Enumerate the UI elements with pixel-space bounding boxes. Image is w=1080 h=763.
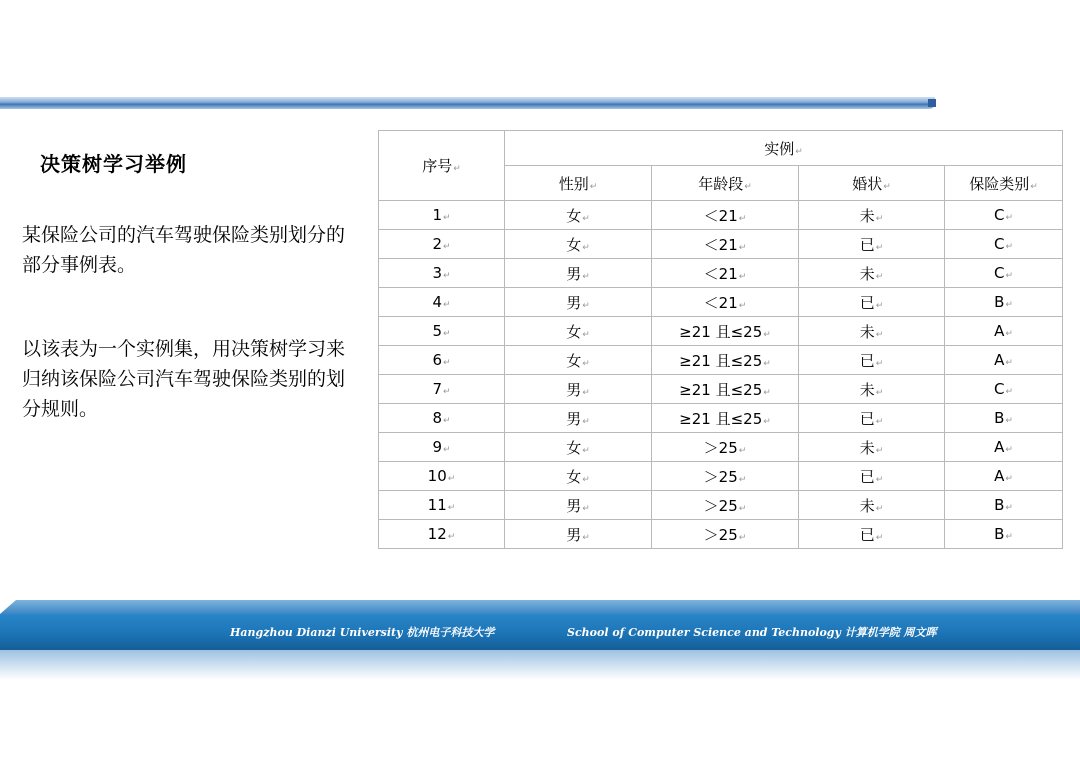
table-cell: 男 ↵ (505, 404, 652, 433)
table-cell: 已 ↵ (799, 462, 945, 491)
table-row (379, 404, 1063, 433)
footer-reflection (0, 650, 1080, 680)
table-cell: 未 ↵ (799, 259, 945, 288)
table-row (379, 520, 1063, 549)
table-cell: 9 ↵ (379, 433, 505, 462)
table-cell: 未 ↵ (799, 317, 945, 346)
table-cell: 未 ↵ (799, 375, 945, 404)
table-cell: ≥21 且≤25 ↵ (652, 404, 799, 433)
header-bar-cap (928, 99, 936, 107)
table-cell: 女 ↵ (505, 433, 652, 462)
table-cell: C ↵ (945, 375, 1063, 404)
table-cell: ≥21 且≤25 ↵ (652, 346, 799, 375)
table-cell: 女 ↵ (505, 230, 652, 259)
table-cell: B ↵ (945, 404, 1063, 433)
table-cell: A ↵ (945, 346, 1063, 375)
table-cell: 3 ↵ (379, 259, 505, 288)
table-row (379, 491, 1063, 520)
table-cell: B ↵ (945, 288, 1063, 317)
table-cell: C ↵ (945, 201, 1063, 230)
table-cell: 已 ↵ (799, 230, 945, 259)
table-cell: 未 ↵ (799, 201, 945, 230)
table-cell: C ↵ (945, 259, 1063, 288)
table-cell: 男 ↵ (505, 491, 652, 520)
table-cell: 女 ↵ (505, 201, 652, 230)
table-cell: ≥21 且≤25 ↵ (652, 317, 799, 346)
table-cell: B ↵ (945, 491, 1063, 520)
table-row (379, 259, 1063, 288)
table-cell: ＞25 ↵ (652, 520, 799, 549)
table-cell: 6 ↵ (379, 346, 505, 375)
table-row (379, 201, 1063, 230)
column-header: 性别 ↵ (505, 166, 652, 201)
table-row (379, 288, 1063, 317)
column-header: 保险类别 ↵ (945, 166, 1063, 201)
table-cell: ＞25 ↵ (652, 491, 799, 520)
table-row (379, 433, 1063, 462)
table-row (379, 317, 1063, 346)
table-cell: 4 ↵ (379, 288, 505, 317)
table-cell: 未 ↵ (799, 433, 945, 462)
task-paragraph: 以该表为一个实例集，用决策树学习来归纳该保险公司汽车驾驶保险类别的划分规则。 (22, 338, 346, 420)
table-cell: 女 ↵ (505, 317, 652, 346)
table-cell: C ↵ (945, 230, 1063, 259)
example-table-container (378, 130, 1063, 549)
column-header: 年龄段 ↵ (652, 166, 799, 201)
table-cell: 已 ↵ (799, 288, 945, 317)
table-cell: ＞25 ↵ (652, 433, 799, 462)
table-row (379, 375, 1063, 404)
footer-school: School of Computer Science and Technology 计算机学院 周文晖 (567, 626, 937, 639)
table-cell: ＞25 ↵ (652, 462, 799, 491)
footer-band (0, 600, 1080, 680)
table-row (379, 346, 1063, 375)
group-header: 实例 ↵ (505, 131, 1063, 166)
table-cell: 11 ↵ (379, 491, 505, 520)
table-cell: 女 ↵ (505, 462, 652, 491)
table-cell: 5 ↵ (379, 317, 505, 346)
table-cell: 已 ↵ (799, 404, 945, 433)
table-cell: 2 ↵ (379, 230, 505, 259)
table-cell: 男 ↵ (505, 288, 652, 317)
index-header: 序号 ↵ (379, 131, 505, 201)
table-row (379, 462, 1063, 491)
table-cell: B ↵ (945, 520, 1063, 549)
insurance-example-table (378, 130, 1063, 549)
table-cell: 未 ↵ (799, 491, 945, 520)
table-cell: 10 ↵ (379, 462, 505, 491)
table-cell: 1 ↵ (379, 201, 505, 230)
table-cell: 男 ↵ (505, 259, 652, 288)
table-cell: A ↵ (945, 462, 1063, 491)
footer-bevel (0, 600, 1080, 614)
slide-title: 决策树学习举例 (40, 152, 187, 176)
intro-paragraph: 某保险公司的汽车驾驶保险类别划分的部分事例表。 (22, 224, 346, 276)
header-decoration-bar (0, 97, 935, 109)
table-cell: 已 ↵ (799, 346, 945, 375)
footer-university: Hangzhou Dianzi University 杭州电子科技大学 (230, 626, 495, 639)
table-cell: 男 ↵ (505, 520, 652, 549)
table-cell: 12 ↵ (379, 520, 505, 549)
column-header: 婚状 ↵ (799, 166, 945, 201)
table-row (379, 230, 1063, 259)
table-cell: A ↵ (945, 433, 1063, 462)
table-cell: 7 ↵ (379, 375, 505, 404)
table-cell: A ↵ (945, 317, 1063, 346)
table-cell: ≥21 且≤25 ↵ (652, 375, 799, 404)
table-cell: 男 ↵ (505, 375, 652, 404)
table-cell: ＜21 ↵ (652, 259, 799, 288)
table-cell: ＜21 ↵ (652, 230, 799, 259)
table-cell: 8 ↵ (379, 404, 505, 433)
table-cell: 女 ↵ (505, 346, 652, 375)
table-cell: ＜21 ↵ (652, 288, 799, 317)
table-cell: ＜21 ↵ (652, 201, 799, 230)
table-cell: 已 ↵ (799, 520, 945, 549)
